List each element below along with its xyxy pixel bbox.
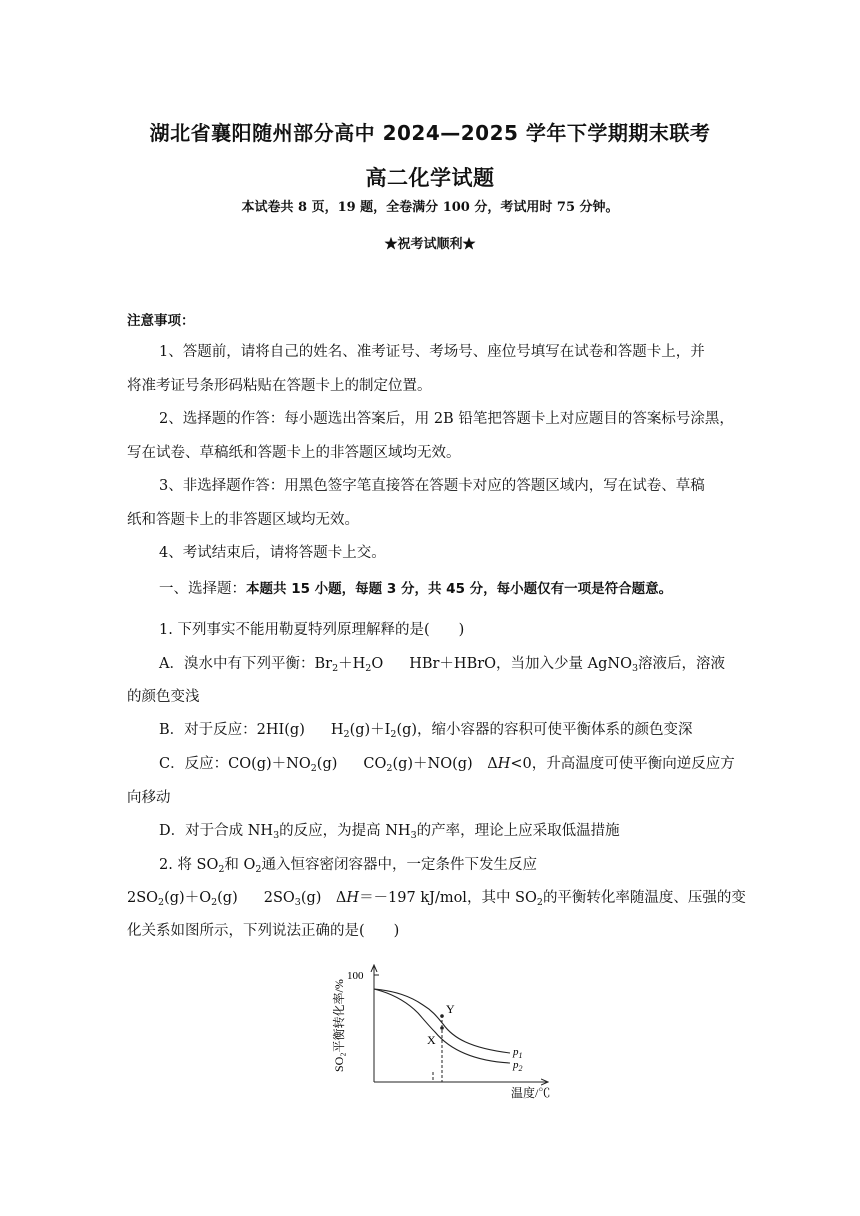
y-tick-label: 100	[347, 970, 364, 982]
notice-item-3-line2: 纸和答题卡上的非答题区域均无效。	[127, 512, 359, 528]
notice-item-4: 4、考试结束后，请将答题卡上交。	[159, 545, 386, 561]
point-y-label: Y	[446, 1002, 455, 1016]
subscript: 3	[294, 897, 301, 908]
q1-d-text-1: D．对于合成 NH	[159, 823, 274, 839]
q1-c-text-3: CO	[363, 756, 387, 772]
subscript: 2	[158, 897, 165, 908]
notice-item-2-line2: 写在试卷、草稿纸和答题卡上的非答题区域均无效。	[127, 445, 461, 461]
series-p1-label: $p_1$	[513, 1046, 523, 1060]
exam-title: 湖北省襄阳随州部分高中 2024—2025 学年下学期期末联考	[149, 121, 711, 145]
q2-eq-3: (g)	[217, 890, 238, 906]
subscript: 2	[211, 897, 218, 908]
q2-eq-6: ＝－197 kJ/mol，其中 SO	[359, 890, 537, 906]
q1-a-text-2: ＋H	[338, 656, 366, 672]
q1-d-text-3: 的产率，理论上应采取低温措施	[416, 823, 620, 839]
q2-text-1: 2. 将 SO	[159, 857, 219, 873]
q1-c-text-2: (g)	[316, 756, 338, 772]
q1-stem: 1. 下列事实不能用勒夏特列原理解释的是( )	[159, 622, 465, 638]
q2-text-2: 和 O	[224, 857, 256, 873]
q1-a-text-5: 溶液后，溶液	[638, 656, 726, 672]
y-axis-label: SO₂平衡转化率/%	[332, 979, 346, 1072]
q1-c-text-4: (g)＋NO(g) Δ	[392, 756, 498, 772]
subscript: 3	[273, 830, 280, 841]
subscript: 3	[632, 663, 639, 674]
q2-eq-5: (g) Δ	[300, 890, 347, 906]
subscript: 2	[310, 763, 317, 774]
series-p2-label: $p_2$	[513, 1059, 523, 1073]
q1-c-text-1: C．反应：CO(g)＋NO	[159, 756, 311, 772]
q1-option-c-line2: 向移动	[127, 790, 171, 806]
subscript: 2	[332, 663, 339, 674]
notice-item-1-line1: 1、答题前，请将自己的姓名、准考证号、考场号、座位号填写在试卷和答题卡上，并	[159, 344, 705, 360]
q2-eq-1: 2SO	[127, 890, 159, 906]
point-x	[440, 1026, 444, 1030]
subscript: 2	[365, 663, 372, 674]
subscript: 2	[386, 763, 393, 774]
q1-a-text-1: A．溴水中有下列平衡：Br	[159, 656, 333, 672]
q1-b-text-3: (g)＋I	[349, 722, 391, 738]
q1-b-text-1: B．对于反应：2HI(g)	[159, 722, 305, 738]
subscript: 2	[536, 897, 543, 908]
x-axis-label: 温度/℃	[511, 1086, 551, 1100]
q1-c-text-5: <0，升高温度可使平衡向逆反应方	[510, 756, 735, 772]
q2-eq-7: 的平衡转化率随温度、压强的变	[542, 890, 746, 906]
q2-eq-2: (g)＋O	[164, 890, 212, 906]
q1-d-text-2: 的反应，为提高 NH	[279, 823, 411, 839]
notice-item-1-line2: 将准考证号条形码粘贴在答题卡上的制定位置。	[127, 378, 432, 394]
q2-equation	[127, 886, 746, 907]
section-heading-rest: 本题共 15 小题，每题 3 分，共 45 分，每小题仅有一项是符合题意。	[246, 581, 673, 597]
q1-a-text-3: O	[371, 656, 384, 672]
exam-info: 本试卷共 8 页，19 题，全卷满分 100 分，考试用时 75 分钟。	[241, 200, 619, 215]
q1-option-a	[159, 652, 725, 673]
good-luck-text: ★祝考试顺利★	[384, 237, 476, 252]
q2-text-3: 通入恒容密闭容器中，一定条件下发生反应	[261, 857, 537, 873]
q1-b-text-4: (g)，缩小容器的容积可使平衡体系的颜色变深	[396, 722, 693, 738]
enthalpy-symbol: H	[346, 890, 360, 906]
subscript: 2	[218, 864, 225, 875]
so2-conversion-chart	[325, 960, 565, 1110]
subscript: 2	[343, 729, 350, 740]
subscript: 3	[410, 830, 417, 841]
point-x-label: X	[427, 1033, 436, 1047]
q1-b-text-2: H	[330, 722, 344, 738]
subscript: 2	[390, 729, 397, 740]
q1-option-c	[159, 752, 735, 773]
exam-subject: 高二化学试题	[365, 166, 495, 190]
q1-option-a-line2: 的颜色变浅	[127, 689, 200, 705]
subscript: 2	[255, 864, 262, 875]
section-heading	[159, 577, 672, 598]
point-y	[440, 1014, 444, 1018]
section-heading-prefix: 一、选择题：	[159, 581, 246, 597]
q1-option-b	[159, 718, 693, 739]
q2-line3: 化关系如图所示，下列说法正确的是( )	[127, 923, 400, 939]
q2-eq-4: 2SO	[263, 890, 295, 906]
notice-item-2-line1: 2、选择题的作答：每小题选出答案后，用 2B 铅笔把答题卡上对应题目的答案标号涂黑，	[159, 411, 734, 427]
q1-a-text-4: HBr＋HBrO，当加入少量 AgNO	[409, 656, 632, 672]
q2-stem	[159, 853, 537, 874]
notice-item-3-line1: 3、非选择题作答：用黑色签字笔直接答在答题卡对应的答题区域内，写在试卷、草稿	[159, 478, 705, 494]
notice-heading: 注意事项：	[127, 313, 195, 329]
q1-option-d	[159, 819, 620, 840]
enthalpy-symbol: H	[497, 756, 511, 772]
